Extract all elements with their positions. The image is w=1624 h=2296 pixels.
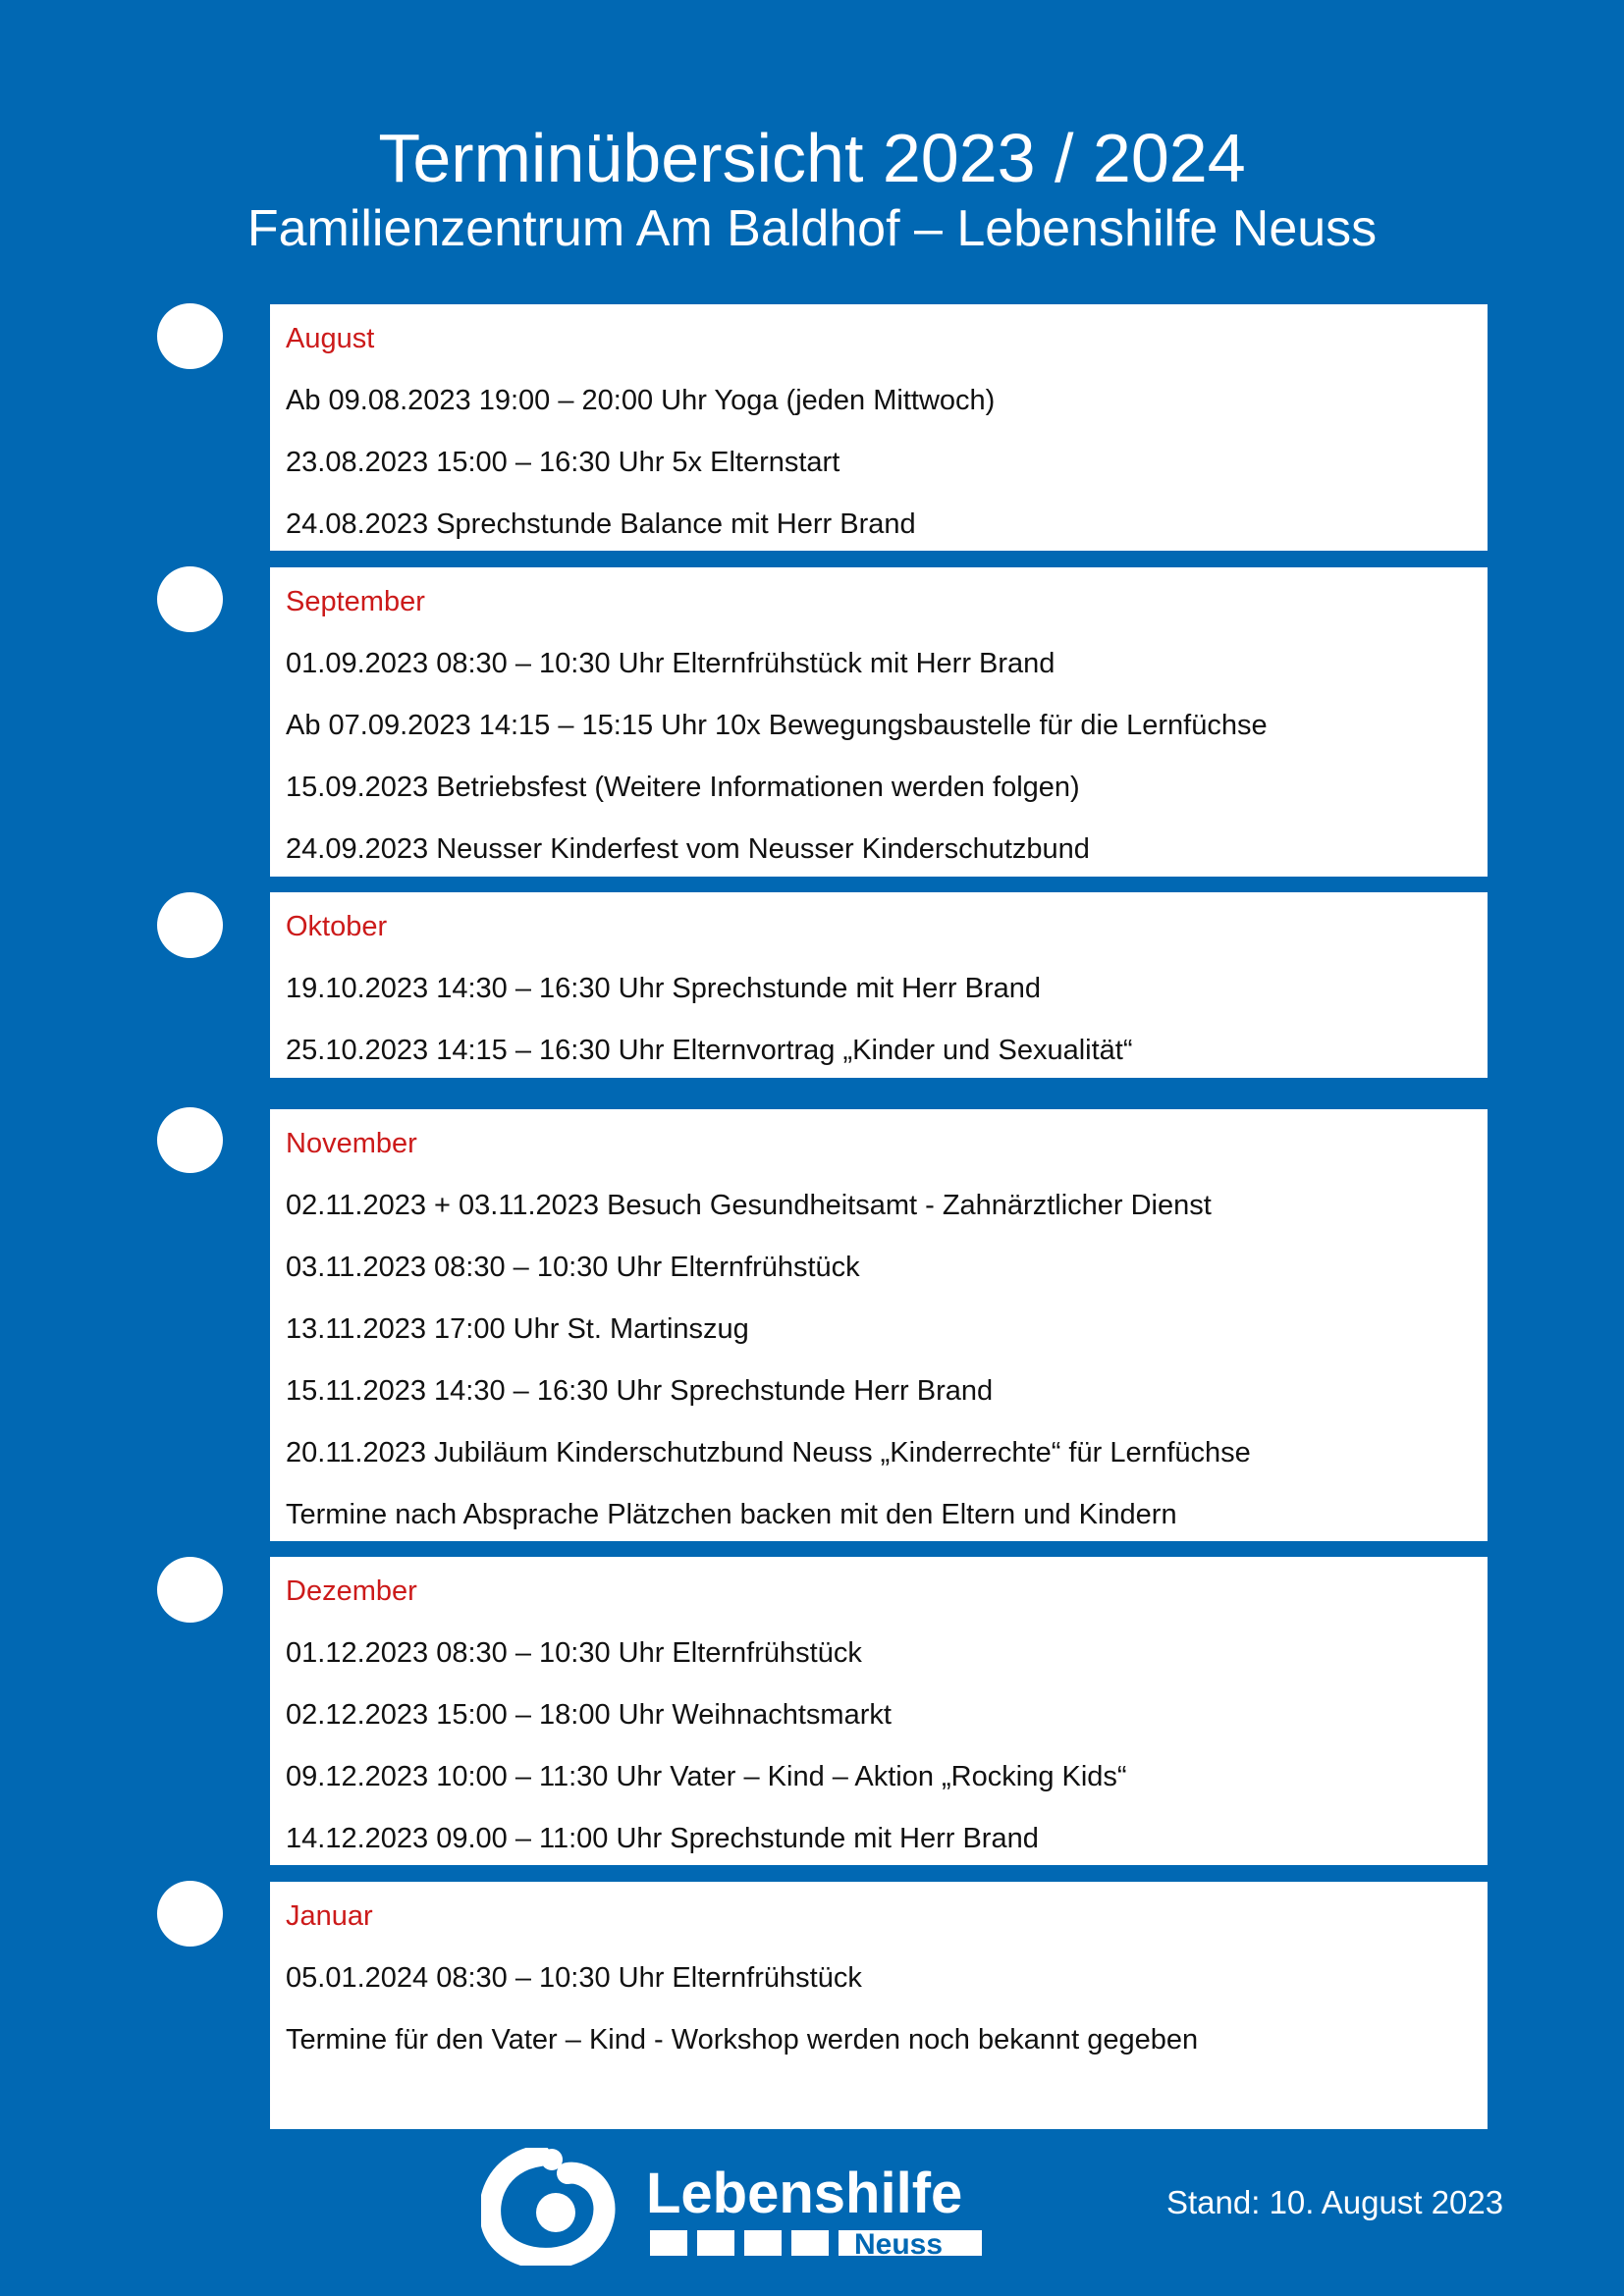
event-entry: Ab 09.08.2023 19:00 – 20:00 Uhr Yoga (jeden Mittwoch): [286, 385, 996, 416]
month-heading: Januar: [286, 1900, 373, 1932]
lebenshilfe-logo: [481, 2148, 992, 2266]
lebenshilfe-logo-mark-icon: [481, 2148, 992, 2266]
event-entry: 05.01.2024 08:30 – 10:30 Uhr Elternfrühstück: [286, 1962, 862, 1994]
month-marker-dot: [157, 566, 223, 632]
month-heading: Oktober: [286, 911, 388, 942]
event-entry: 24.09.2023 Neusser Kinderfest vom Neusser Kinderschutzbund: [286, 833, 1090, 865]
event-entry: 01.09.2023 08:30 – 10:30 Uhr Elternfrühstück mit Herr Brand: [286, 648, 1056, 679]
month-marker-dot: [157, 1881, 223, 1947]
month-card-september: [270, 567, 1488, 877]
month-marker-dot: [157, 1107, 223, 1173]
event-entry: 09.12.2023 10:00 – 11:30 Uhr Vater – Kind – Aktion „Rocking Kids“: [286, 1761, 1127, 1792]
page-title: Terminübersicht 2023 / 2024: [378, 120, 1246, 196]
event-entry: 25.10.2023 14:15 – 16:30 Uhr Elternvortrag „Kinder und Sexualität“: [286, 1035, 1133, 1066]
stand-date: Stand: 10. August 2023: [1166, 2184, 1504, 2220]
event-entry: 14.12.2023 09.00 – 11:00 Uhr Sprechstunde mit Herr Brand: [286, 1823, 1039, 1854]
month-heading: Dezember: [286, 1575, 417, 1607]
event-entry: 02.11.2023 + 03.11.2023 Besuch Gesundheitsamt - Zahnärztlicher Dienst: [286, 1190, 1212, 1221]
logo-name-text: Lebenshilfe: [646, 2162, 963, 2225]
month-card-dezember: [270, 1557, 1488, 1865]
logo-city-text: Neuss: [854, 2228, 944, 2261]
month-card-august: [270, 304, 1488, 551]
event-entry: 01.12.2023 08:30 – 10:30 Uhr Elternfrühstück: [286, 1637, 862, 1669]
month-heading: November: [286, 1128, 417, 1159]
month-marker-dot: [157, 892, 223, 958]
month-card-oktober: [270, 892, 1488, 1078]
event-entry: Termine nach Absprache Plätzchen backen mit den Eltern und Kindern: [286, 1499, 1177, 1530]
event-entry: 20.11.2023 Jubiläum Kinderschutzbund Neuss „Kinderrechte“ für Lernfüchse: [286, 1437, 1251, 1468]
event-entry: 23.08.2023 15:00 – 16:30 Uhr 5x Elternstart: [286, 447, 840, 478]
event-entry: 02.12.2023 15:00 – 18:00 Uhr Weihnachtsmarkt: [286, 1699, 892, 1731]
event-entry: 15.09.2023 Betriebsfest (Weitere Informationen werden folgen): [286, 772, 1080, 803]
month-marker-dot: [157, 303, 223, 369]
month-card-januar: [270, 1882, 1488, 2129]
event-entry: 24.08.2023 Sprechstunde Balance mit Herr Brand: [286, 508, 916, 540]
month-heading: September: [286, 586, 425, 617]
event-entry: 13.11.2023 17:00 Uhr St. Martinszug: [286, 1313, 749, 1345]
event-entry: Ab 07.09.2023 14:15 – 15:15 Uhr 10x Bewegungsbaustelle für die Lernfüchse: [286, 710, 1268, 741]
month-heading: August: [286, 323, 375, 354]
month-marker-dot: [157, 1557, 223, 1623]
event-entry: Termine für den Vater – Kind - Workshop werden noch bekannt gegeben: [286, 2024, 1199, 2056]
event-entry: 19.10.2023 14:30 – 16:30 Uhr Sprechstunde mit Herr Brand: [286, 973, 1041, 1004]
event-entry: 03.11.2023 08:30 – 10:30 Uhr Elternfrühstück: [286, 1252, 860, 1283]
month-card-november: [270, 1109, 1488, 1541]
page-subtitle: Familienzentrum Am Baldhof – Lebenshilfe Neuss: [246, 200, 1378, 257]
event-entry: 15.11.2023 14:30 – 16:30 Uhr Sprechstunde Herr Brand: [286, 1375, 994, 1407]
